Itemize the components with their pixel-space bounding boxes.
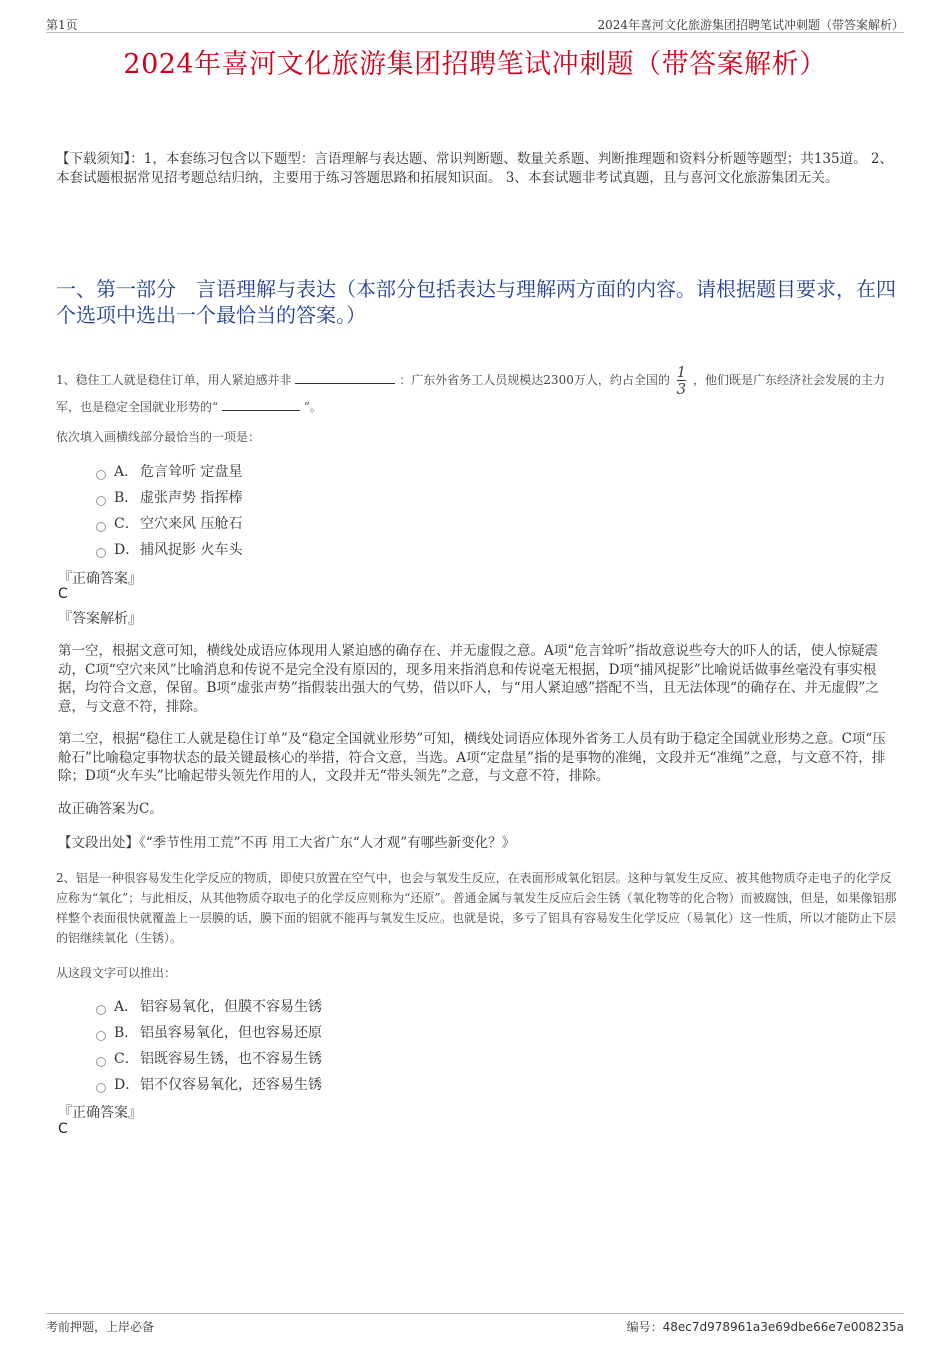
question-2-text: 2、铝是一种很容易发生化学反应的物质，即使只放置在空气中，也会与氧发生反应，在表面形成氧化铝层。这种与氧发生反应、被其他物质夺走电子的化学反应称为“氧化”；与此相反，从其他物质夺取电子的化学反应则称为“还原”。普通金属与氧发生反应后会生锈（氧化物等的化合物）而被腐蚀，但是，如果像铝那样整个表面很快就覆盖上一层膜的话，膜下面的铝就不能再与氧发生反应。也就是说，多亏了铝具有容易发生化学反应（易氧化）这一性质，所以才能防止下层的铝继续氧化（生锈）。 xyxy=(56,871,897,945)
radio-icon[interactable] xyxy=(96,1005,106,1015)
radio-icon[interactable] xyxy=(96,1057,106,1067)
q1-answer: C xyxy=(58,586,68,602)
q1-options xyxy=(96,459,242,563)
q1-answer-label: 『正确答案』 xyxy=(58,571,142,587)
radio-icon[interactable] xyxy=(96,1031,106,1041)
question-1-text xyxy=(56,364,901,417)
radio-icon[interactable] xyxy=(96,522,106,532)
footer-code-label: 编号： xyxy=(626,1320,663,1334)
download-notice: 【下载须知】：1，本套练习包含以下题型：言语理解与表达题、常识判断题、数量关系题、判断推理题和资料分析题等题型；共135道。 2、本套试题根据常见招考题总结归纳，主要用于练习答题思路和拓展知识面。 3、本套试题非考试真题，且与喜河文化旅游集团无关。 xyxy=(56,151,893,186)
q2-answer: C xyxy=(58,1121,68,1137)
document-title: 2024年喜河文化旅游集团招聘笔试冲刺题（带答案解析） xyxy=(123,49,827,80)
header-doc-title: 2024年喜河文化旅游集团招聘笔试冲刺题（带答案解析） xyxy=(597,18,904,32)
section-heading: 一、第一部分 言语理解与表达（本部分包括表达与理解两方面的内容。请根据题目要求，在四个选项中选出一个最恰当的答案。） xyxy=(56,277,896,327)
page-footer xyxy=(46,1313,904,1334)
q1-analysis-paragraph-2: 第二空，根据“稳住工人就是稳住订单”及“稳定全国就业形势”可知，横线处词语应体现外省务工人员有助于稳定全国就业形势之意。C项“压舱石”比喻稳定事物状态的最关键最核心的举措，符合文意，当选。A项“定盘星”指的是事物的准绳，文段并无“准绳”之意，与文意不符，排除；D项“火车头”比喻起带头领先作用的人，文段并无“带头领先”之意，与文意不符，排除。 xyxy=(58,731,886,784)
page-header xyxy=(46,14,904,33)
fraction-one-third xyxy=(677,364,687,397)
q1-text-part2: ：广东外省务工人员规模达2300万人，约占全国的 xyxy=(399,373,670,387)
radio-icon[interactable] xyxy=(96,496,106,506)
q1-text-part3: ，他们既是广东经济社会发展的主力军，也是稳定全国就业形势的“ xyxy=(56,373,886,414)
footer-slogan: 考前押题，上岸必备 xyxy=(46,1320,155,1334)
footer-code-value: 48ec7d978961a3e69dbe66e7e008235a xyxy=(662,1320,904,1334)
q1-prompt: 依次填入画横线部分最恰当的一项是： xyxy=(56,430,261,444)
q1-analysis-paragraph-1: 第一空，根据文意可知，横线处成语应体现用人紧迫感的确存在、并无虚假之意。A项“危言耸听”指故意说些夸大的吓人的话，使人惊疑震动，C项“空穴来风”比喻消息和传说不是完全没有原因的，现多用来指消息和传说毫无根据，D项“捕风捉影”比喻说话做事丝毫没有事实根据，均符合文意，保留。B项“虚张声势”指假装出强大的气势，借以吓人，与“用人紧迫感”搭配不当，且无法体现“的确存在、并无虚假”之意，与文意不符，排除。 xyxy=(58,643,879,715)
q2-option-b[interactable]: B． 铝虽容易氧化，但也容易还原 xyxy=(96,1020,322,1046)
fraction-numerator: 1 xyxy=(676,363,687,381)
q2-answer-label: 『正确答案』 xyxy=(58,1105,142,1121)
q2-option-d[interactable]: D．铝不仅容易氧化，还容易生锈 xyxy=(96,1072,322,1098)
q1-analysis-label: 『答案解析』 xyxy=(58,611,142,627)
radio-icon[interactable] xyxy=(96,548,106,558)
q2-prompt: 从这段文字可以推出： xyxy=(56,966,177,980)
radio-icon[interactable] xyxy=(96,470,106,480)
q1-option-d[interactable]: D．捕风捉影 火车头 xyxy=(96,537,242,563)
q1-option-c[interactable]: C．空穴来风 压舱石 xyxy=(96,511,242,537)
q1-option-b[interactable]: B． 虚张声势 指挥棒 xyxy=(96,485,242,511)
q1-text-part4: ”。 xyxy=(303,400,322,414)
q1-blank-2 xyxy=(222,398,300,411)
fraction-denominator: 3 xyxy=(676,380,687,398)
q1-blank-1 xyxy=(295,371,395,384)
radio-icon[interactable] xyxy=(96,1083,106,1093)
q1-option-a[interactable]: A． 危言耸听 定盘星 xyxy=(96,459,242,485)
footer-code xyxy=(627,1318,904,1335)
page-number: 第1页 xyxy=(46,18,78,32)
q1-conclusion: 故正确答案为C。 xyxy=(58,801,163,817)
q2-options xyxy=(96,994,322,1098)
q2-option-a[interactable]: A． 铝容易氧化，但膜不容易生锈 xyxy=(96,994,322,1020)
q1-text-part1: 1、稳住工人就是稳住订单，用人紧迫感并非 xyxy=(56,373,292,387)
q2-option-c[interactable]: C．铝既容易生锈，也不容易生锈 xyxy=(96,1046,322,1072)
q1-source: 【文段出处】《“季节性用工荒”不再 用工大省广东“人才观”有哪些新变化？》 xyxy=(58,835,516,851)
